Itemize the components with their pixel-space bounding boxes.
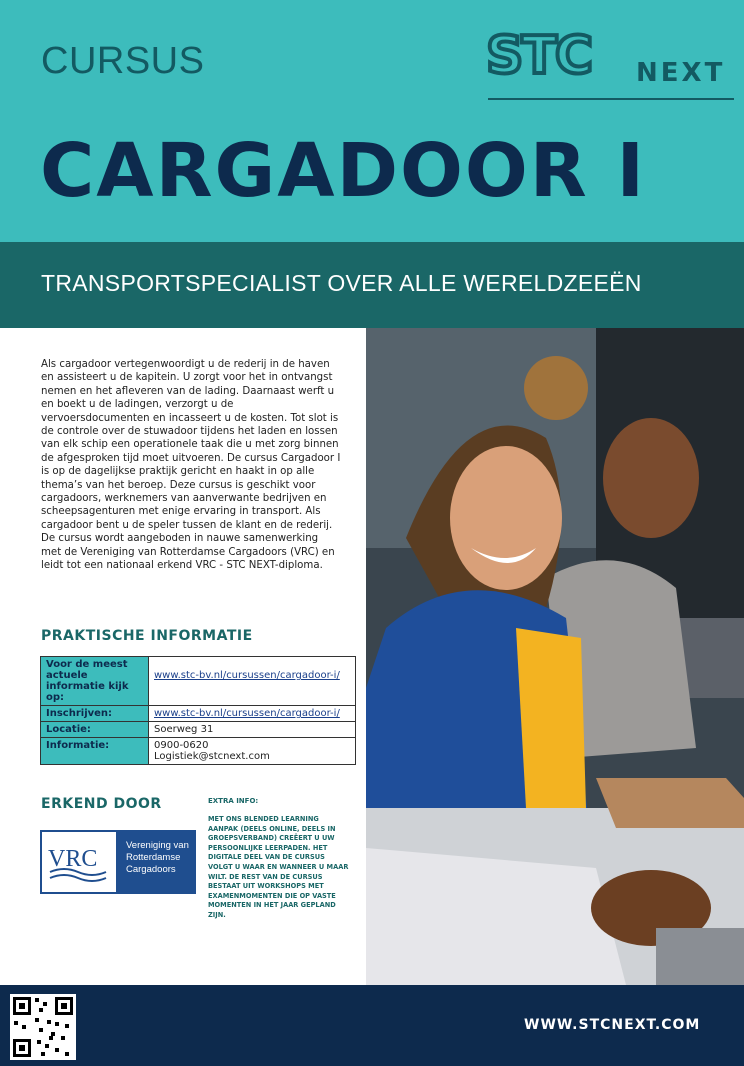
table-row: [41, 657, 356, 706]
vrc-mark-icon: [42, 832, 114, 892]
course-subtitle: TRANSPORTSPECIALIST OVER ALLE WERELDZEEËN: [41, 270, 642, 296]
table-row: [41, 706, 356, 722]
table-row: [41, 722, 356, 738]
row-label: Locatie:: [41, 722, 149, 738]
course-kicker: CURSUS: [41, 40, 205, 82]
email-value[interactable]: Logistiek@stcnext.com: [154, 751, 270, 762]
signup-link[interactable]: www.stc-bv.nl/cursussen/cargadoor-i/: [154, 708, 340, 719]
vrc-name: Vereniging van Rotterdamse Cargadoors: [126, 840, 189, 875]
practical-info-heading: PRAKTISCHE INFORMATIE: [41, 628, 253, 644]
stc-next-logo: [486, 24, 734, 104]
row-label: Inschrijven:: [41, 706, 149, 722]
extra-info-heading: EXTRA INFO:: [208, 797, 259, 805]
recognized-by-heading: ERKEND DOOR: [41, 796, 162, 812]
course-description: [41, 358, 341, 573]
students-photo: [366, 328, 744, 985]
row-label: Informatie:: [41, 738, 149, 765]
course-title: CARGADOOR I: [40, 128, 647, 214]
qr-code-icon: [10, 994, 76, 1060]
vrc-logo: [40, 830, 196, 894]
photo-illustration: [366, 328, 744, 985]
row-label: Voor de meest actuele informatie kijk op:: [41, 657, 149, 706]
phone-value: 0900-0620: [154, 740, 209, 751]
table-row: [41, 738, 356, 765]
logo-next-text: NEXT: [636, 58, 726, 88]
row-value: [149, 706, 356, 722]
logo-underline: [488, 98, 734, 100]
info-link[interactable]: www.stc-bv.nl/cursussen/cargadoor-i/: [154, 670, 340, 681]
logo-stc-text: STC: [486, 26, 592, 86]
qr-code[interactable]: [10, 994, 76, 1060]
practical-info-table: [40, 656, 356, 765]
description-text: Als cargadoor vertegenwoordigt u de rederij in de haven en assisteert u de kapitein. U zorgt voor het in ontvangst nemen en het afleveren van de lading. Daarnaast werft u en boekt u de ladingen, verzorgt u de vervoersdocumenten en incasseert u de kosten. Tot slot is de controle over de stuwadoor tijdens het laden en lossen van elk schip een operationele taak die u met zorg binnen de afgesproken tijd moet uitvoeren. De cursus Cargadoor I is op de dagelijkse praktijk gericht en haakt in op alle thema’s van het beroep. Deze cursus is geschikt voor cargadoors, werknemers van aanverwante bedrijven en scheepsagenturen met enige ervaring in transport. Als cargadoor bent u de speler tussen de klant en de rederij. De cursus wordt aangeboden in nauwe samenwerking met de Vereniging van Rotterdamse Cargadoors (VRC) en leidt tot een nationaal erkend VRC - STC NEXT-diploma.: [41, 359, 341, 572]
row-value: [149, 657, 356, 706]
extra-info-text: MET ONS BLENDED LEARNING AANPAK (DEELS ONLINE, DEELS IN GROEPSVERBAND) CREËERT U UW PERSOONLIJKE LEERPADEN. HET DIGITALE DEEL VAN DE CURSUS VOLGT U WAAR EN WANNEER U MAAR WILT. DE REST VAN DE CURSUS BESTAAT UIT WORKSHOPS MET EXAMENMOMENTEN DIE OP VASTE MOMENTEN IN HET JAAR GEPLAND ZIJN.: [208, 815, 349, 919]
website-link[interactable]: WWW.STCNEXT.COM: [524, 1017, 701, 1033]
location-value: Soerweg 31: [149, 722, 356, 738]
row-value: [149, 738, 356, 765]
vrc-letters: VRC: [48, 846, 98, 872]
